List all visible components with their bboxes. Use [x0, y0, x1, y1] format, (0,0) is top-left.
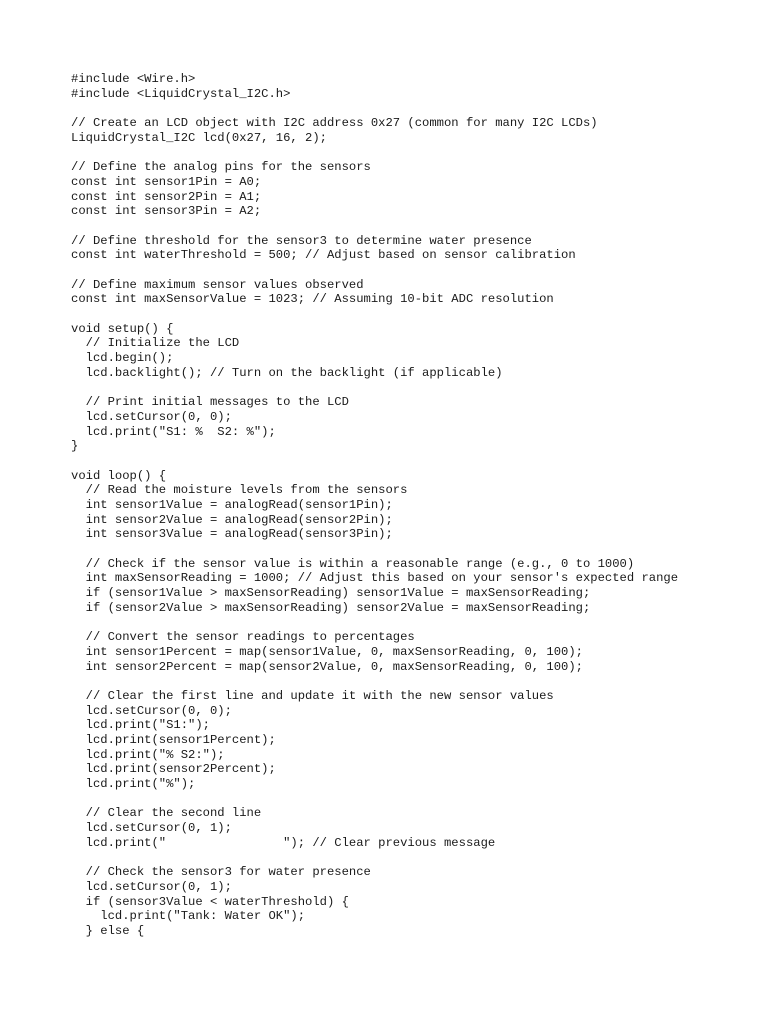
code-line: lcd.setCursor(0, 0);: [71, 703, 232, 718]
code-line: int sensor2Value = analogRead(sensor2Pin);: [71, 512, 393, 527]
code-line: } else {: [71, 923, 145, 938]
code-line: lcd.print(" "); // Clear previous message: [71, 835, 496, 850]
code-line: [71, 219, 678, 234]
code-line: lcd.print(sensor1Percent);: [71, 732, 276, 747]
code-line: lcd.print("S1: % S2: %");: [71, 424, 276, 439]
code-line: }: [71, 439, 79, 454]
code-line: // Print initial messages to the LCD: [71, 395, 349, 410]
code-line: lcd.print("Tank: Water OK");: [71, 909, 306, 924]
code-line: #include <LiquidCrystal_I2C.h>: [71, 86, 291, 101]
code-line: if (sensor3Value < waterThreshold) {: [71, 894, 349, 909]
code-line: if (sensor1Value > maxSensorReading) sensor1Value = maxSensorReading;: [71, 586, 591, 601]
code-line: void setup() {: [71, 321, 174, 336]
code-line: // Create an LCD object with I2C address 0x27 (common for many I2C LCDs): [71, 116, 598, 131]
code-line: #include <Wire.h>: [71, 72, 196, 86]
code-line: // Read the moisture levels from the sensors: [71, 483, 408, 498]
code-line: LiquidCrystal_I2C lcd(0x27, 16, 2);: [71, 130, 327, 145]
code-line: // Check the sensor3 for water presence: [71, 865, 371, 880]
code-line: // Define maximum sensor values observed: [71, 277, 364, 292]
code-line: int maxSensorReading = 1000; // Adjust this based on your sensor's expected range: [71, 571, 679, 586]
code-line: lcd.setCursor(0, 0);: [71, 409, 232, 424]
code-line: lcd.print(sensor2Percent);: [71, 762, 276, 777]
code-line: const int sensor3Pin = A2;: [71, 204, 262, 219]
code-line: [71, 380, 678, 395]
code-line: // Clear the second line: [71, 806, 262, 821]
code-line: int sensor1Percent = map(sensor1Value, 0, maxSensorReading, 0, 100);: [71, 644, 583, 659]
code-line: lcd.print("%");: [71, 777, 196, 791]
code-line: [71, 101, 678, 116]
code-line: [71, 542, 678, 557]
code-line: // Clear the first line and update it with the new sensor values: [71, 688, 554, 703]
code-line: [71, 615, 678, 630]
code-line: [71, 850, 678, 865]
code-listing: [71, 72, 678, 939]
code-line: int sensor2Percent = map(sensor2Value, 0, maxSensorReading, 0, 100);: [71, 659, 583, 674]
code-line: const int maxSensorValue = 1023; // Assuming 10-bit ADC resolution: [71, 292, 554, 307]
code-line: lcd.print("% S2:");: [71, 747, 225, 762]
code-line: // Define threshold for the sensor3 to determine water presence: [71, 233, 532, 248]
code-line: [71, 263, 678, 278]
code-line: const int sensor1Pin = A0;: [71, 174, 262, 189]
code-line: // Define the analog pins for the sensors: [71, 160, 371, 175]
code-line: int sensor1Value = analogRead(sensor1Pin);: [71, 497, 393, 512]
code-line: const int waterThreshold = 500; // Adjust based on sensor calibration: [71, 248, 576, 263]
code-line: lcd.setCursor(0, 1);: [71, 879, 232, 894]
code-line: lcd.setCursor(0, 1);: [71, 821, 232, 836]
code-line: const int sensor2Pin = A1;: [71, 189, 262, 204]
code-line: int sensor3Value = analogRead(sensor3Pin);: [71, 527, 393, 542]
code-line: // Check if the sensor value is within a reasonable range (e.g., 0 to 1000): [71, 556, 635, 571]
code-line: [71, 674, 678, 689]
code-line: if (sensor2Value > maxSensorReading) sensor2Value = maxSensorReading;: [71, 600, 591, 615]
code-line: // Convert the sensor readings to percentages: [71, 630, 415, 645]
code-line: lcd.print("S1:");: [71, 718, 210, 733]
code-line: lcd.begin();: [71, 351, 174, 366]
code-line: // Initialize the LCD: [71, 336, 240, 351]
code-line: lcd.backlight(); // Turn on the backlight (if applicable): [71, 365, 503, 380]
code-line: [71, 307, 678, 322]
code-line: [71, 792, 678, 807]
code-line: [71, 454, 678, 469]
code-line: [71, 145, 678, 160]
code-line: void loop() {: [71, 468, 167, 483]
